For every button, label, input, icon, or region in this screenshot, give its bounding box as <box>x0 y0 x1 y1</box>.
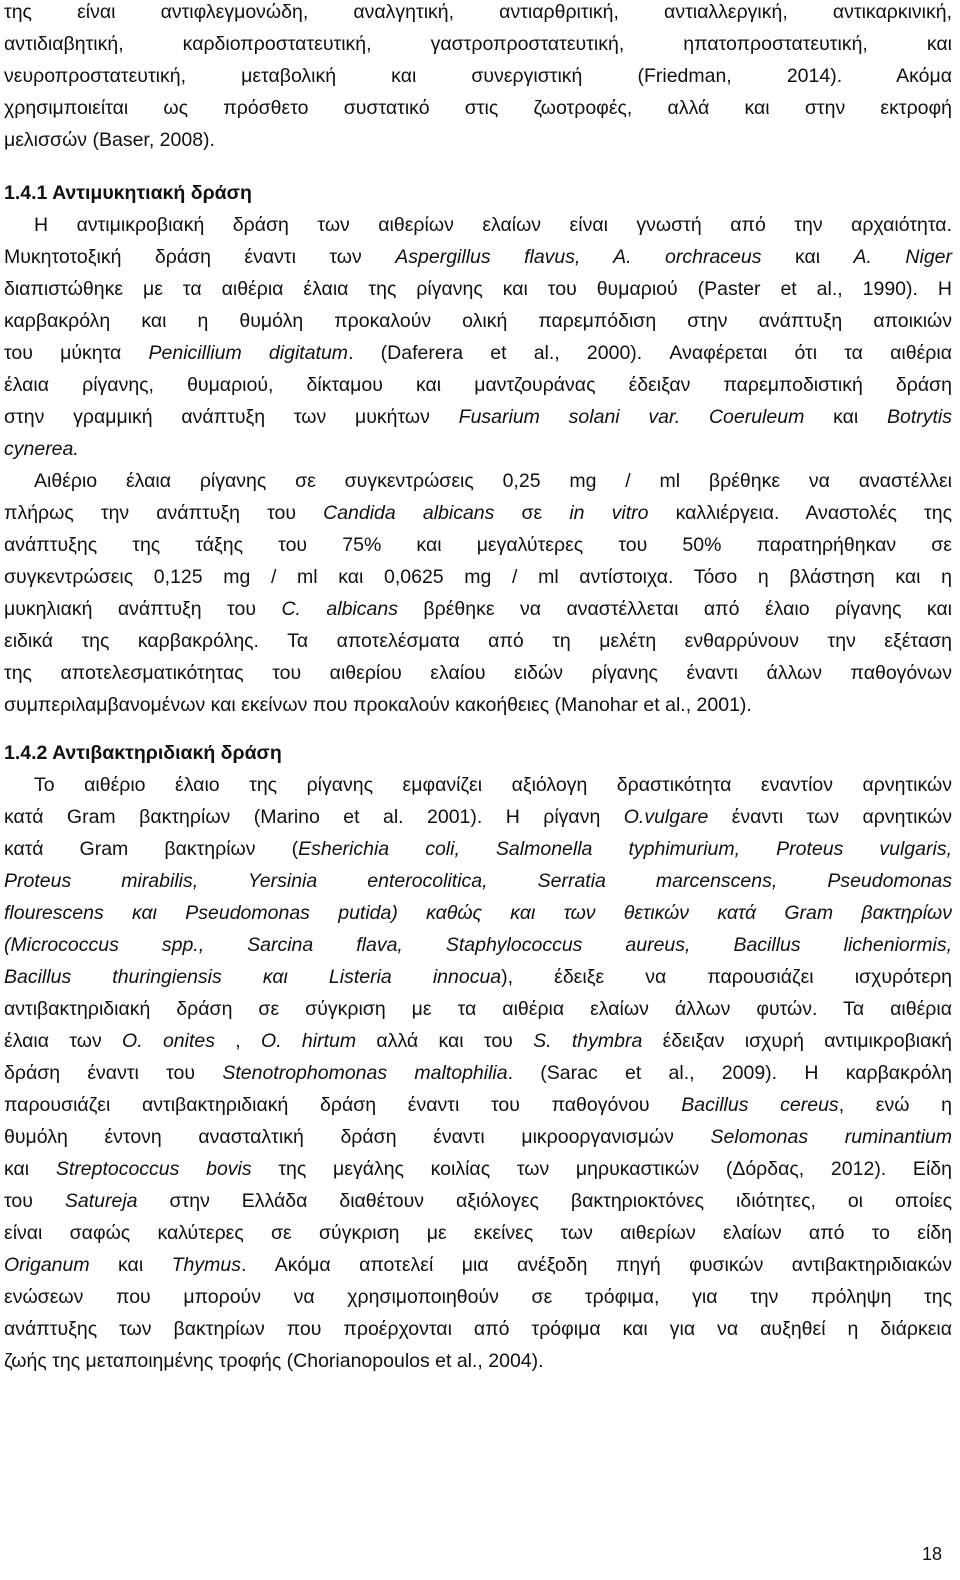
text-line: αντιδιαβητική, καρδιοπροστατευτική, γαστροπροστατευτική, ηπατοπροστατευτική, και <box>4 33 952 55</box>
paragraph-antifungal <box>4 209 952 465</box>
text-line: νευροπροστατευτική, μεταβολική και συνεργιστική (Friedman, 2014). Ακόμα <box>4 65 952 87</box>
text-line: συγκεντρώσεις 0,125 mg / ml και 0,0625 mg / ml αντίστοιχα. Τόσο η βλάστηση και η <box>4 566 952 588</box>
text-line: καρβακρόλη και η θυμόλη προκαλούν ολική παρεμπόδιση στην ανάπτυξη αποικιών <box>4 310 952 332</box>
text-line: κατά Gram βακτηρίων (Marino et al. 2001). Η ρίγανη O.vulgare έναντι των αρνητικών <box>4 806 952 828</box>
text-line: της είναι αντιφλεγμονώδη, αναλγητική, αντιαρθριτική, αντιαλλεργική, αντικαρκινική, <box>4 1 952 23</box>
paragraph-intro-continued <box>4 0 952 156</box>
text-line: ανάπτυξης των βακτηρίων που προέρχονται από τρόφιμα και για να αυξηθεί η διάρκεια <box>4 1318 952 1340</box>
text-line: (Micrococcus spp., Sarcina flava, Staphylococcus aureus, Bacillus licheniormis, <box>4 934 952 956</box>
text-line: χρησιμποιείται ως πρόσθετο συστατικό στις ζωοτροφές, αλλά και στην εκτροφή <box>4 97 952 119</box>
text-line: Origanum και Thymus. Ακόμα αποτελεί μια ανέξοδη πηγή φυσικών αντιβακτηριδιακών <box>4 1254 952 1276</box>
text-line: δράση έναντι του Stenotrophomonas maltophilia. (Sarac et al., 2009). Η καρβακρόλη <box>4 1062 952 1084</box>
text-line: πλήρως την ανάπτυξη του Candida albicans σε in vitro καλλιέργεια. Αναστολές της <box>4 502 952 524</box>
text-line: ζωής της μεταποιημένης τροφής (Chorianopoulos et al., 2004). <box>4 1350 544 1372</box>
text-line: ενώσεων που μπορούν να χρησιμοποιηθούν σε τρόφιμα, για την πρόληψη της <box>4 1286 952 1308</box>
text-line: Αιθέριο έλαια ρίγανης σε συγκεντρώσεις 0,25 mg / ml βρέθηκε να αναστέλλει <box>34 470 952 492</box>
text-line: έλαια ρίγανης, θυμαριού, δίκταμου και μαντζουράνας έδειξαν παρεμποδιστική δράση <box>4 374 952 396</box>
text-line: cynerea. <box>4 438 79 460</box>
page-number: 18 <box>922 1544 943 1564</box>
text-line: παρουσιάζει αντιβακτηριδιακή δράση έναντι του παθογόνου Bacillus cereus, ενώ η <box>4 1094 952 1116</box>
text-line: αντιβακτηριδιακή δράση σε σύγκριση με τα αιθέρια ελαίων άλλων φυτών. Τα αιθέρια <box>4 998 952 1020</box>
text-line: της αποτελεσματικότητας του αιθερίου ελαίου ειδών ρίγανης έναντι άλλων παθογόνων <box>4 662 952 684</box>
section-heading-antibacterial: 1.4.2 Αντιβακτηριδιακή δράση <box>4 742 282 764</box>
text-line: στην γραμμική ανάπτυξη των μυκήτων Fusarium solani var. Coeruleum και Botrytis <box>4 406 952 428</box>
document-page <box>4 0 952 1377</box>
text-line: κατά Gram βακτηρίων (Esherichia coli, Salmonella typhimurium, Proteus vulgaris, <box>4 838 952 860</box>
text-line: είναι σαφώς καλύτερες σε σύγκριση με εκείνες των αιθερίων ελαίων από το είδη <box>4 1222 952 1244</box>
text-line: και Streptococcus bovis της μεγάλης κοιλίας των μηρυκαστικών (Δόρδας, 2012). Είδη <box>4 1158 952 1180</box>
text-line: Bacillus thuringiensis και Listeria innocua), έδειξε να παρουσιάζει ισχυρότερη <box>4 966 952 988</box>
text-line: Το αιθέριο έλαιο της ρίγανης εμφανίζει αξιόλογη δραστικότητα εναντίον αρνητικών <box>34 774 952 796</box>
text-line: συμπεριλαμβανομένων και εκείνων που προκαλούν κακοήθειες (Manohar et al., 2001). <box>4 694 752 716</box>
section-heading-antifungal: 1.4.1 Αντιμυκητιακή δράση <box>4 182 252 204</box>
text-line: Η αντιμικροβιακή δράση των αιθερίων ελαίων είναι γνωστή από την αρχαιότητα. <box>34 214 952 236</box>
text-line: μελισσών (Baser, 2008). <box>4 129 215 151</box>
text-line: Μυκητοτοξική δράση έναντι των Aspergillus flavus, A. orchraceus και A. Niger <box>4 246 953 268</box>
paragraph-antibacterial <box>4 769 952 1377</box>
text-line: ανάπτυξης της τάξης του 75% και μεγαλύτερες του 50% παρατηρήθηκαν σε <box>4 534 952 556</box>
text-line: διαπιστώθηκε με τα αιθέρια έλαια της ρίγανης και του θυμαριού (Paster et al., 1990). Η <box>4 278 952 300</box>
text-line: ειδικά της καρβακρόλης. Τα αποτελέσματα από τη μελέτη ενθαρρύνουν την εξέταση <box>4 630 952 652</box>
text-line: του μύκητα Penicillium digitatum. (Daferera et al., 2000). Αναφέρεται ότι τα αιθέρια <box>4 342 952 364</box>
text-line: μυκηλιακή ανάπτυξη του C. albicans βρέθηκε να αναστέλλεται από έλαιο ρίγανης και <box>4 598 953 620</box>
text-line: flourescens και Pseudomonas putida) καθώς και των θετικών κατά Gram βακτηρίων <box>4 902 952 924</box>
text-line: θυμόλη έντονη ανασταλτική δράση έναντι μικροοργανισμών Selomonas ruminantium <box>4 1126 952 1148</box>
text-line: του Satureja στην Ελλάδα διαθέτουν αξιόλογες βακτηριοκτόνες ιδιότητες, οι οποίες <box>4 1190 952 1212</box>
paragraph-candida <box>4 465 952 721</box>
text-line: έλαια των O. onites , O. hirtum αλλά και του S. thymbra έδειξαν ισχυρή αντιμικροβιακή <box>4 1030 952 1052</box>
text-line: Proteus mirabilis, Yersinia enterocolitica, Serratia marcenscens, Pseudomonas <box>4 870 952 892</box>
